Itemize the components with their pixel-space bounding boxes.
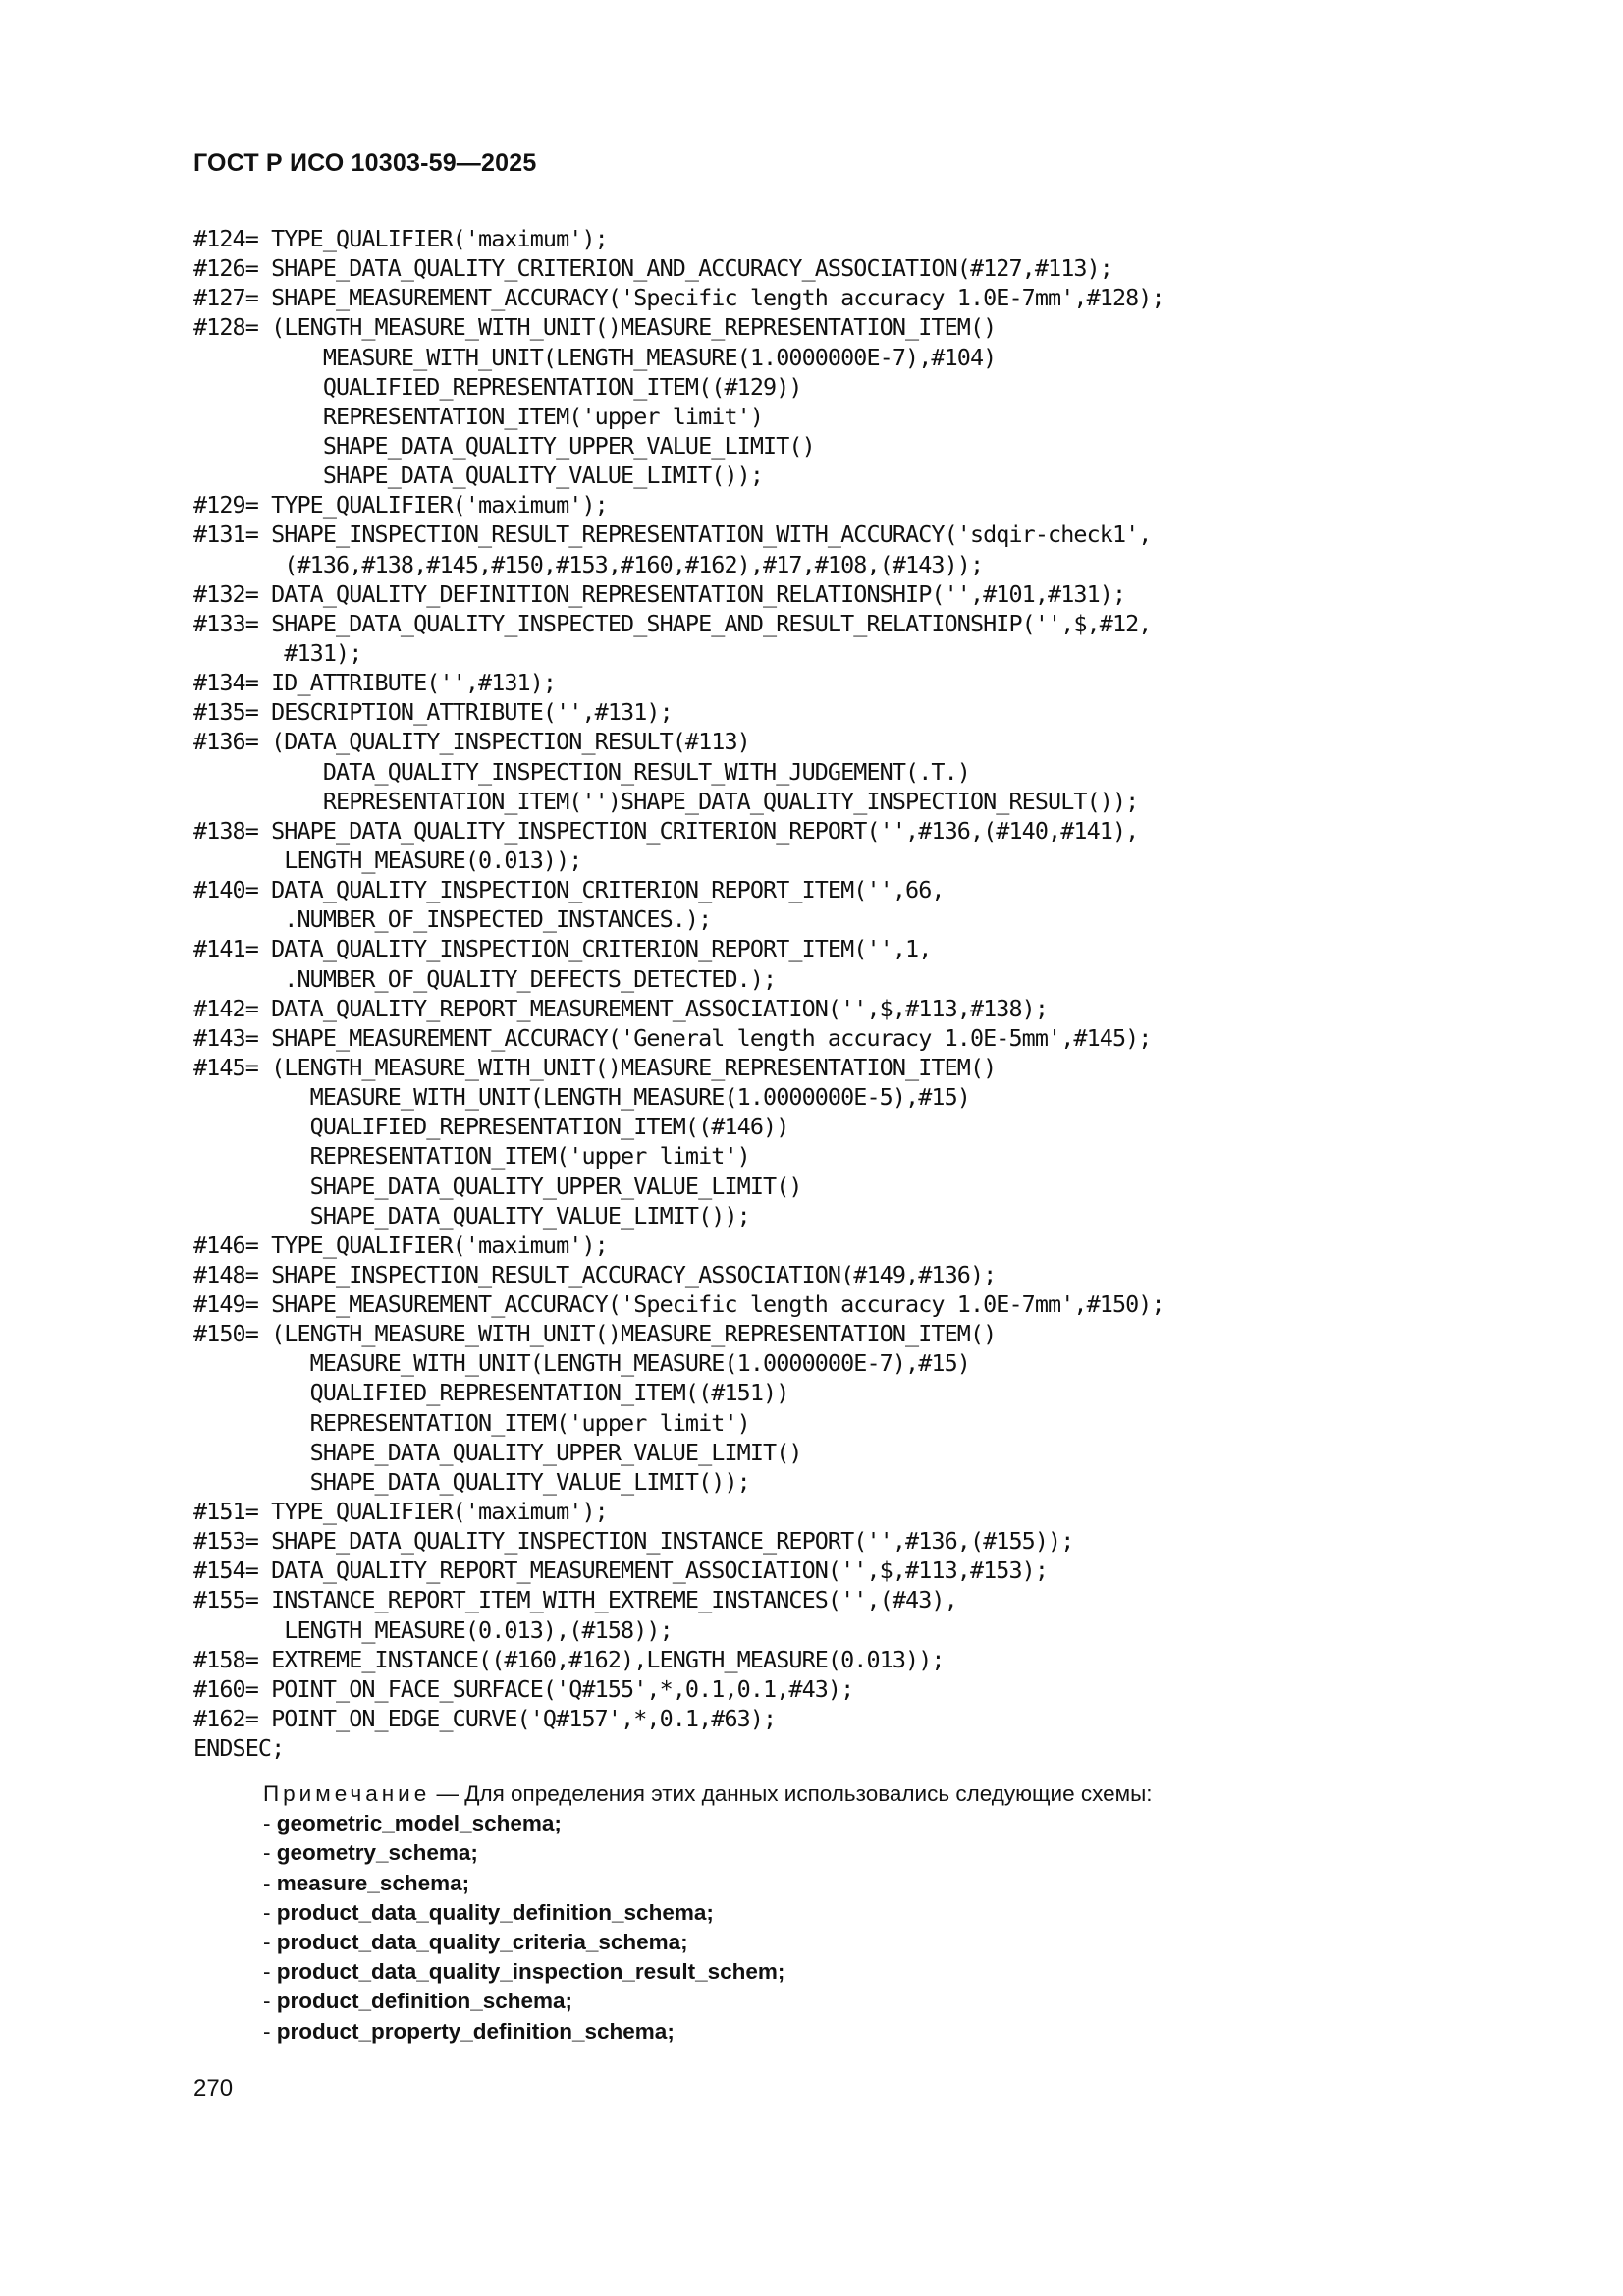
document-header: ГОСТ Р ИСО 10303-59—2025 — [193, 149, 537, 177]
schema-list-item — [263, 1898, 1540, 1928]
code-line: #151= TYPE_QUALIFIER('maximum'); — [193, 1498, 608, 1526]
schema-list-item — [263, 1928, 1540, 1957]
code-line: ENDSEC; — [193, 1734, 285, 1763]
schema-name: geometric_model_schema; — [276, 1811, 562, 1836]
code-line: QUALIFIED_REPRESENTATION_ITEM((#129)) — [193, 372, 802, 401]
code-line: .NUMBER_OF_QUALITY_DEFECTS_DETECTED.); — [193, 964, 777, 993]
code-line: #158= EXTREME_INSTANCE((#160,#162),LENGTH_MEASURE(0.013)); — [193, 1645, 945, 1673]
code-line: SHAPE_DATA_QUALITY_UPPER_VALUE_LIMIT() — [193, 1172, 802, 1200]
code-line: LENGTH_MEASURE(0.013),(#158)); — [193, 1615, 673, 1644]
schema-list-item — [263, 1957, 1540, 1987]
code-line: LENGTH_MEASURE(0.013)); — [193, 846, 582, 874]
code-line: #153= SHAPE_DATA_QUALITY_INSPECTION_INSTANCE_REPORT('',#136,(#155)); — [193, 1527, 1074, 1556]
schema-list-item — [263, 2017, 1540, 2047]
code-line: #138= SHAPE_DATA_QUALITY_INSPECTION_CRITERION_REPORT('',#136,(#140,#141), — [193, 816, 1139, 845]
code-line: .NUMBER_OF_INSPECTED_INSTANCES.); — [193, 905, 712, 934]
schema-name: product_data_quality_inspection_result_schem; — [276, 1959, 785, 1985]
list-bullet-dash: - — [263, 1959, 277, 1985]
code-line: (#136,#138,#145,#150,#153,#160,#162),#17,#108,(#143)); — [193, 550, 984, 578]
note-intro — [263, 1779, 1540, 1809]
schema-list-item — [263, 1838, 1540, 1868]
note-block — [263, 1779, 1540, 2047]
schema-list-item — [263, 1809, 1540, 1838]
code-line: #134= ID_ATTRIBUTE('',#131); — [193, 669, 557, 697]
code-line: #148= SHAPE_INSPECTION_RESULT_ACCURACY_ASSOCIATION(#149,#136); — [193, 1260, 997, 1288]
step-code-listing — [193, 224, 1568, 1763]
code-line: #124= TYPE_QUALIFIER('maximum'); — [193, 225, 608, 252]
schema-name: product_data_quality_definition_schema; — [276, 1899, 714, 1925]
schema-name: product_data_quality_criteria_schema; — [276, 1930, 688, 1955]
code-line: #145= (LENGTH_MEASURE_WITH_UNIT()MEASURE_REPRESENTATION_ITEM() — [193, 1053, 997, 1081]
code-line: #129= TYPE_QUALIFIER('maximum'); — [193, 491, 608, 519]
code-line: #136= (DATA_QUALITY_INSPECTION_RESULT(#113) — [193, 728, 750, 756]
list-bullet-dash: - — [263, 1930, 277, 1955]
code-line: #131); — [193, 638, 362, 667]
code-line: #162= POINT_ON_EDGE_CURVE('Q#157',*,0.1,#63); — [193, 1705, 777, 1733]
code-line: #127= SHAPE_MEASUREMENT_ACCURACY('Specific length accuracy 1.0E-7mm',#128); — [193, 284, 1164, 312]
code-line: #141= DATA_QUALITY_INSPECTION_CRITERION_REPORT_ITEM('',1, — [193, 935, 932, 963]
code-line: #133= SHAPE_DATA_QUALITY_INSPECTED_SHAPE_AND_RESULT_RELATIONSHIP('',$,#12, — [193, 609, 1152, 637]
code-line: MEASURE_WITH_UNIT(LENGTH_MEASURE(1.0000000E-7),#104) — [193, 343, 997, 371]
code-line: QUALIFIED_REPRESENTATION_ITEM((#151)) — [193, 1379, 789, 1407]
list-bullet-dash: - — [263, 2018, 277, 2044]
code-line: QUALIFIED_REPRESENTATION_ITEM((#146)) — [193, 1113, 789, 1141]
code-line: SHAPE_DATA_QUALITY_UPPER_VALUE_LIMIT() — [193, 431, 815, 460]
code-line: DATA_QUALITY_INSPECTION_RESULT_WITH_JUDGEMENT(.T.) — [193, 757, 970, 786]
list-bullet-dash: - — [263, 1989, 277, 2014]
code-line: MEASURE_WITH_UNIT(LENGTH_MEASURE(1.0000000E-7),#15) — [193, 1349, 970, 1378]
code-line: #132= DATA_QUALITY_DEFINITION_REPRESENTATION_RELATIONSHIP('',#101,#131); — [193, 579, 1126, 608]
code-line: #154= DATA_QUALITY_REPORT_MEASUREMENT_ASSOCIATION('',$,#113,#153); — [193, 1557, 1049, 1585]
schema-list — [263, 1809, 1540, 2047]
code-line: MEASURE_WITH_UNIT(LENGTH_MEASURE(1.0000000E-5),#15) — [193, 1083, 970, 1112]
page-number: 270 — [193, 2075, 234, 2102]
code-line: SHAPE_DATA_QUALITY_VALUE_LIMIT()); — [193, 1201, 750, 1230]
list-bullet-dash: - — [263, 1811, 277, 1836]
code-line: #126= SHAPE_DATA_QUALITY_CRITERION_AND_ACCURACY_ASSOCIATION(#127,#113); — [193, 254, 1112, 283]
list-bullet-dash: - — [263, 1870, 277, 1895]
schema-name: product_definition_schema; — [276, 1989, 573, 2014]
note-label: Примечание — [263, 1781, 431, 1806]
schema-list-item — [263, 1869, 1540, 1898]
code-line: REPRESENTATION_ITEM('upper limit') — [193, 402, 764, 430]
list-bullet-dash: - — [263, 1899, 277, 1925]
code-line: #143= SHAPE_MEASUREMENT_ACCURACY('General length accuracy 1.0E-5mm',#145); — [193, 1023, 1152, 1052]
code-line: #128= (LENGTH_MEASURE_WITH_UNIT()MEASURE_REPRESENTATION_ITEM() — [193, 313, 997, 342]
code-line: #146= TYPE_QUALIFIER('maximum'); — [193, 1230, 608, 1259]
code-line: #142= DATA_QUALITY_REPORT_MEASUREMENT_ASSOCIATION('',$,#113,#138); — [193, 994, 1049, 1022]
code-line: #149= SHAPE_MEASUREMENT_ACCURACY('Specific length accuracy 1.0E-7mm',#150); — [193, 1290, 1164, 1319]
code-line: SHAPE_DATA_QUALITY_UPPER_VALUE_LIMIT() — [193, 1438, 802, 1466]
code-line: #131= SHAPE_INSPECTION_RESULT_REPRESENTATION_WITH_ACCURACY('sdqir-check1', — [193, 520, 1152, 549]
code-line: REPRESENTATION_ITEM('upper limit') — [193, 1142, 750, 1171]
code-line: REPRESENTATION_ITEM('')SHAPE_DATA_QUALITY_INSPECTION_RESULT()); — [193, 787, 1139, 815]
schema-name: measure_schema; — [276, 1870, 470, 1895]
code-line: #135= DESCRIPTION_ATTRIBUTE('',#131); — [193, 698, 673, 727]
code-line: #140= DATA_QUALITY_INSPECTION_CRITERION_REPORT_ITEM('',66, — [193, 876, 945, 904]
code-line: #150= (LENGTH_MEASURE_WITH_UNIT()MEASURE_REPRESENTATION_ITEM() — [193, 1320, 997, 1348]
schema-list-item — [263, 1987, 1540, 2016]
code-line: SHAPE_DATA_QUALITY_VALUE_LIMIT()); — [193, 462, 764, 490]
schema-name: product_property_definition_schema; — [276, 2018, 675, 2044]
code-line: #160= POINT_ON_FACE_SURFACE('Q#155',*,0.1,0.1,#43); — [193, 1674, 854, 1703]
list-bullet-dash: - — [263, 1840, 277, 1866]
note-text: — Для определения этих данных использовались следующие схемы: — [430, 1781, 1153, 1806]
code-line: SHAPE_DATA_QUALITY_VALUE_LIMIT()); — [193, 1467, 750, 1496]
code-line: REPRESENTATION_ITEM('upper limit') — [193, 1408, 750, 1437]
code-line: #155= INSTANCE_REPORT_ITEM_WITH_EXTREME_INSTANCES('',(#43), — [193, 1586, 957, 1614]
schema-name: geometry_schema; — [276, 1840, 478, 1866]
